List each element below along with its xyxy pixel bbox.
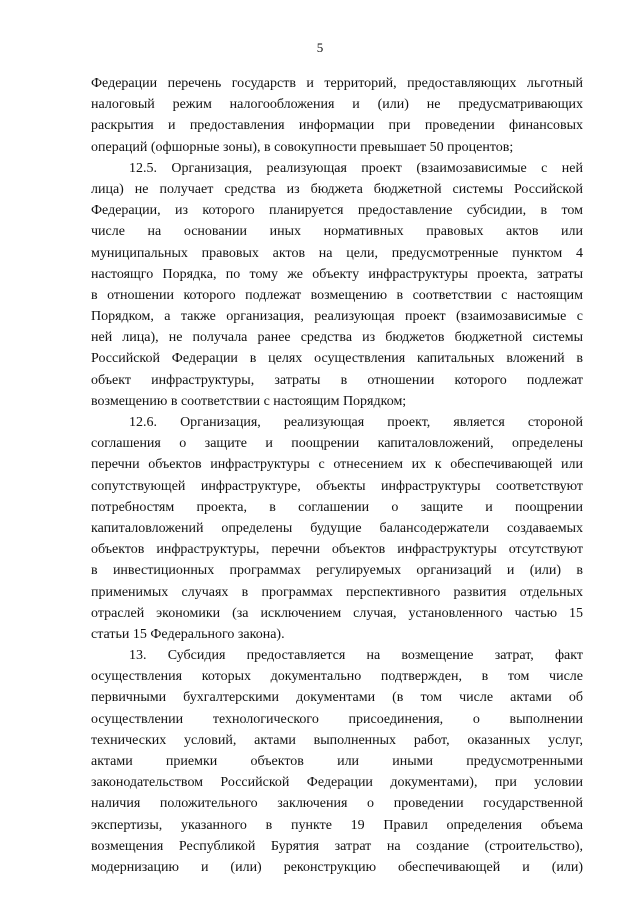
text-line: Федерации, из которого планируется предоставление субсидии, в том	[91, 203, 583, 219]
text-line: Порядком, а также организация, реализующая проект (взаимозависимые с	[91, 309, 583, 325]
text-line: лица) не получает средства из бюджета бюджетной системы Российской	[91, 181, 583, 197]
text-line: в отношении которого подлежат возмещению в соответствии с настоящим	[91, 287, 583, 303]
text-line: налоговый режим налогообложения и (или) не предусматривающих	[91, 97, 583, 113]
text-line: ней лица), не получала ранее средства из бюджетов бюджетной системы	[91, 330, 583, 346]
paragraph-12-5-start: 12.5. Организация, реализующая проект (взаимозависимые с ней	[129, 160, 583, 176]
text-line: отраслей экономики (за исключением случая, установленного частью 15	[91, 605, 583, 621]
text-line: операций (офшорные зоны), в совокупности превышает 50 процентов;	[91, 139, 514, 155]
text-line: осуществлении технологического присоединения, о выполнении	[91, 711, 583, 727]
text-line: наличия положительного заключения о проведении государственной	[91, 796, 583, 812]
text-line: настоящго Порядка, по тому же объекту инфраструктуры проекта, затраты	[91, 266, 583, 282]
text-line: технических условий, актами выполненных работ, оказанных услуг,	[91, 732, 583, 748]
text-line: применимых случаях в программах перспективного развития отдельных	[91, 584, 583, 600]
text-line: муниципальных правовых актов на цели, предусмотренные пунктом 4	[91, 245, 583, 261]
text-line: статьи 15 Федерального закона).	[91, 626, 285, 642]
text-line: объект инфраструктуры, затраты в отношении которого подлежат	[91, 372, 583, 388]
text-line: актами приемки объектов или иными предусмотренными	[91, 754, 583, 769]
text-line: законодательством Российской Федерации документами), при условии	[91, 775, 583, 791]
text-line: раскрытия и предоставления информации при проведении финансовых	[91, 118, 583, 134]
text-line: объектов инфраструктуры, перечни объектов инфраструктуры отсутствуют	[91, 542, 583, 558]
text-line: числе на основании иных нормативных правовых актов или	[91, 224, 583, 240]
text-line: модернизацию и (или) реконструкцию обеспечивающей и (или)	[91, 859, 583, 875]
text-line: сопутствующей инфраструктуре, объекты инфраструктуры соответствуют	[91, 478, 583, 494]
text-line: в инвестиционных программах регулируемых организаций и (или) в	[91, 563, 583, 579]
text-line: Федерации перечень государств и территорий, предоставляющих льготный	[91, 76, 583, 91]
paragraph-12-6-start: 12.6. Организация, реализующая проект, является стороной	[129, 415, 583, 430]
text-line: Российской Федерации в целях осуществления капитальных вложений в	[91, 351, 583, 367]
paragraph-13-start: 13. Субсидия предоставляется на возмещение затрат, факт	[129, 648, 583, 664]
document-body	[91, 73, 583, 878]
page-number: 5	[316, 40, 324, 55]
text-line: соглашения о защите и поощрении капиталовложений, определены	[91, 436, 583, 452]
text-line: перечни объектов инфраструктуры с отнесением их к обеспечивающей или	[91, 457, 583, 473]
text-line: первичными бухгалтерскими документами (в том числе актами об	[91, 690, 583, 706]
text-line: возмещения Республикой Бурятия затрат на создание (строительство),	[91, 838, 583, 854]
text-line: осуществления которых документально подтвержден, в том числе	[91, 669, 583, 685]
text-line: капиталовложений определены будущие балансодержатели создаваемых	[91, 520, 583, 536]
text-line: потребностям проекта, в соглашении о защите и поощрении	[91, 499, 583, 515]
text-line: возмещению в соответствии с настоящим Порядком;	[91, 393, 407, 409]
text-line: экспертизы, указанного в пункте 19 Правил определения объема	[91, 817, 583, 833]
